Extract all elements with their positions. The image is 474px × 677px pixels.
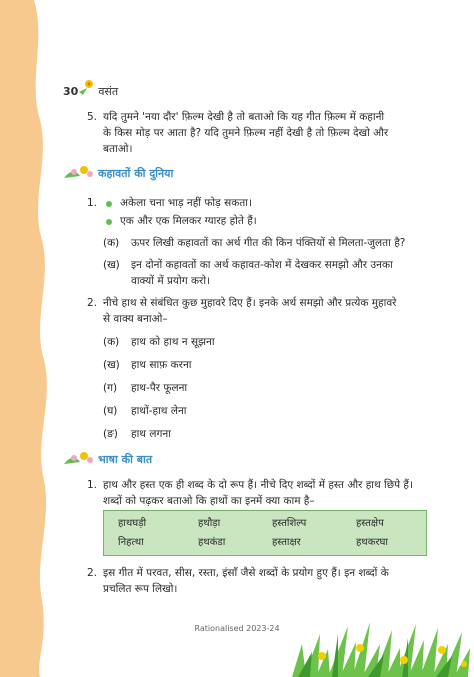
question-number: 1. (87, 479, 98, 491)
section-title: भाषा की बात (98, 452, 153, 466)
sub-marker: (ख) (103, 259, 120, 271)
table-cell: हथकरघा (356, 537, 388, 548)
q5-line-1: यदि तुमने 'नया दौर' फ़िल्म देखी है तो बताओ कि यह गीत फ़िल्म में कहानी (103, 111, 385, 123)
bullet-icon (106, 201, 112, 207)
q5-line-2: के किस मोड़ पर आता है? यदि तुमने फ़िल्म नहीं देखी है तो फ़िल्म देखो और (103, 127, 389, 139)
table-cell: हस्ताक्षर (272, 537, 301, 548)
idiom-marker: (ङ) (103, 428, 118, 440)
idiom-item: हाथों-हाथ लेना (131, 405, 187, 417)
sub-question-b-line-1: इन दोनों कहावतों का अर्थ कहावत-कोश में देखकर समझो और उनका (131, 259, 393, 271)
table-cell: हस्तशिल्प (272, 518, 307, 529)
proverb-1: अकेला चना भाड़ नहीं फोड़ सकता। (120, 197, 252, 209)
page-header (63, 84, 118, 99)
q2-line-1: नीचे हाथ से संबंधित कुछ मुहावरे दिए हैं। इनके अर्थ समझो और प्रत्येक मुहावरे (103, 297, 397, 309)
idiom-marker: (क) (103, 336, 120, 348)
bullet-icon (106, 219, 112, 225)
lang-q1-line-2: शब्दों को पढ़कर बताओ कि हाथों का इनमें क्या काम है– (103, 495, 315, 507)
question-number: 1. (87, 197, 98, 209)
grass-illustration (292, 604, 474, 677)
book-title: वसंत (98, 85, 119, 98)
word-table (103, 510, 427, 556)
idiom-item: हाथ लगना (131, 428, 171, 440)
idiom-item: हाथ-पैर फूलना (131, 382, 188, 394)
flower-icon (77, 78, 97, 96)
q2-line-2: से वाक्य बनाओ– (103, 313, 168, 325)
section-heading-language (64, 450, 152, 468)
sub-marker: (क) (103, 237, 120, 249)
question-number: 2. (87, 297, 98, 309)
section-title: कहावतों की दुनिया (98, 166, 174, 180)
flower-icon (64, 164, 94, 182)
table-cell: हथौड़ा (198, 518, 221, 529)
idiom-marker: (ख) (103, 359, 120, 371)
idiom-item: हाथ को हाथ न सूझना (131, 336, 215, 348)
table-cell: हस्तक्षेप (356, 518, 384, 529)
table-cell: निहत्था (118, 537, 144, 548)
question-number: 2. (87, 567, 98, 579)
footer-text: Rationalised 2023-24 (194, 624, 280, 633)
sub-question-b-line-2: वाक्यों में प्रयोग करो। (131, 275, 211, 287)
idiom-item: हाथ साफ़ करना (131, 359, 192, 371)
page-number: 30 (63, 85, 79, 98)
idiom-marker: (घ) (103, 405, 118, 417)
q5-line-3: बताओ। (103, 143, 133, 155)
sub-question-a: ऊपर लिखी कहावतों का अर्थ गीत की किन पंक्तियों से मिलता-जुलता है? (131, 237, 406, 249)
table-cell: हाथघड़ी (118, 518, 147, 529)
idiom-marker: (ग) (103, 382, 118, 394)
question-number: 5. (87, 111, 98, 123)
decorative-side-band (0, 0, 48, 677)
section-heading-proverbs (64, 164, 173, 182)
lang-q2-line-1: इस गीत में परवत, सीस, रस्ता, इंसाँ जैसे शब्दों के प्रयोग हुए हैं। इन शब्दों के (103, 567, 389, 579)
flower-icon (64, 450, 94, 468)
proverb-2: एक और एक मिलकर ग्यारह होते हैं। (120, 215, 257, 227)
lang-q2-line-2: प्रचलित रूप लिखो। (103, 583, 178, 595)
table-cell: हथकंडा (198, 537, 226, 548)
lang-q1-line-1: हाथ और हस्त एक ही शब्द के दो रूप हैं। नीचे दिए शब्दों में हस्त और हाथ छिपे हैं। (103, 479, 413, 491)
